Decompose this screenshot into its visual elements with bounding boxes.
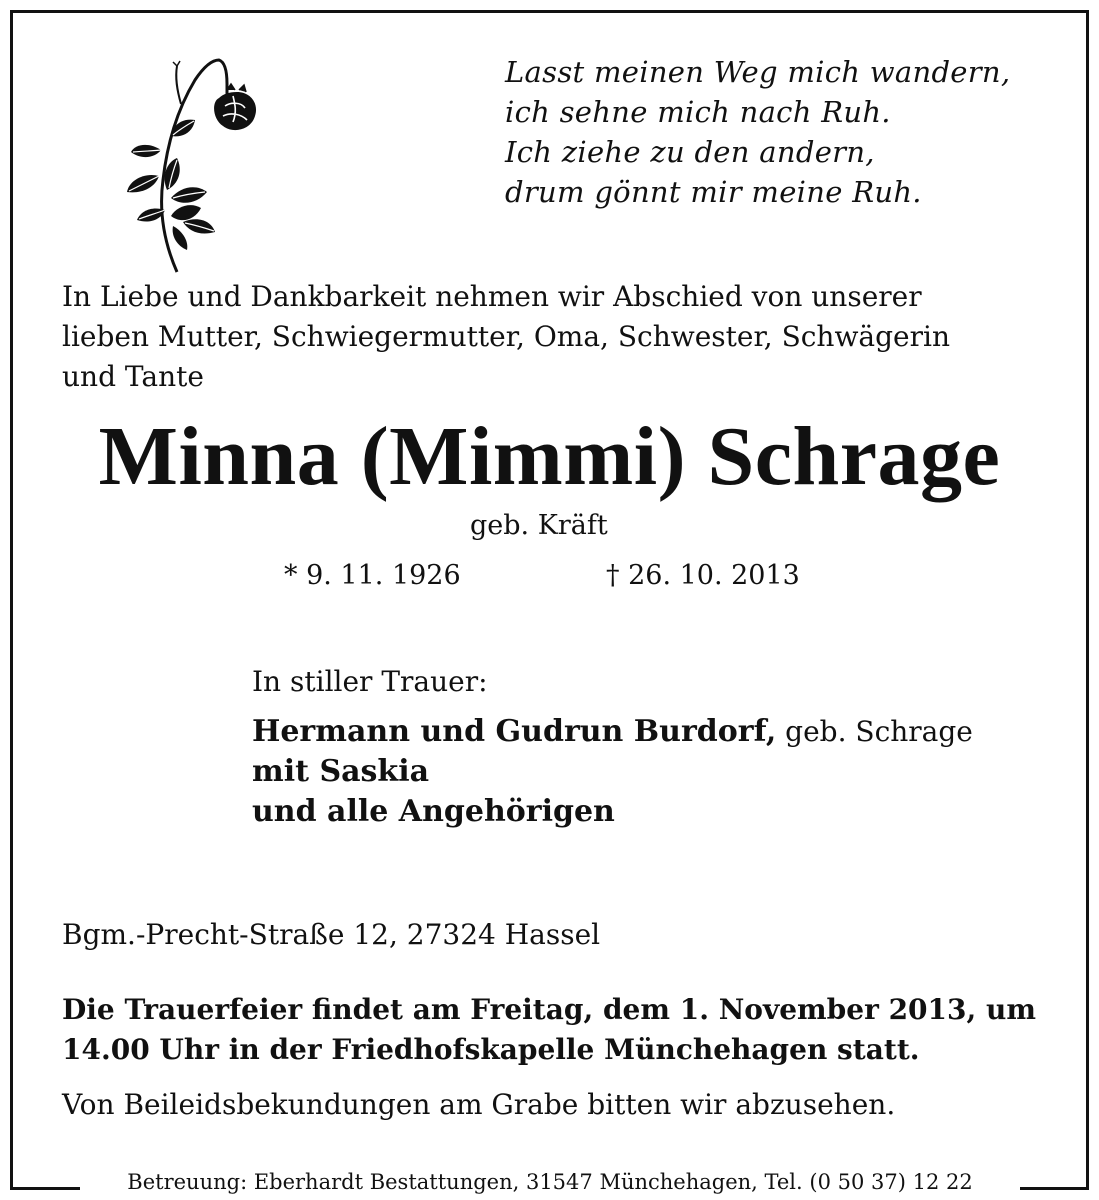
ceremony-line: Die Trauerfeier findet am Freitag, dem 1. November 2013, um — [62, 993, 1036, 1026]
birth-date: * 9. 11. 1926 — [284, 560, 461, 591]
ceremony-info — [62, 990, 1036, 1070]
intro-line: In Liebe und Dankbarkeit nehmen wir Abschied von unserer — [62, 280, 922, 313]
funeral-home-footer: Betreuung: Eberhardt Bestattungen, 31547 Münchehagen, Tel. (0 50 37) 12 22 — [80, 1165, 1020, 1199]
address: Bgm.-Precht-Straße 12, 27324 Hassel — [62, 918, 601, 951]
ceremony-line: 14.00 Uhr in der Friedhofskapelle Münchehagen statt. — [62, 1033, 920, 1066]
poem-line: Ich ziehe zu den andern, — [505, 135, 875, 169]
intro-text — [62, 277, 1052, 397]
mourner-line — [252, 712, 973, 752]
mourners-heading: In stiller Trauer: — [252, 665, 488, 698]
condolence-note: Von Beileidsbekundungen am Grabe bitten wir abzusehen. — [62, 1088, 896, 1121]
intro-line: lieben Mutter, Schwiegermutter, Oma, Schwester, Schwägerin — [62, 320, 950, 353]
maiden-name: geb. Kräft — [470, 510, 608, 541]
poem — [505, 52, 1010, 212]
mourner-line: und alle Angehörigen — [252, 794, 615, 829]
mourners-list — [252, 712, 973, 832]
deceased-name: Minna (Mimmi) Schrage — [98, 410, 1001, 503]
intro-line: und Tante — [62, 360, 204, 393]
poem-line: Lasst meinen Weg mich wandern, — [505, 55, 1011, 89]
death-date: † 26. 10. 2013 — [606, 560, 800, 591]
mourner-line: mit Saskia — [252, 754, 430, 789]
mourner-maiden-name: geb. Schrage — [776, 715, 973, 748]
rose-illustration — [115, 50, 275, 275]
poem-line: ich sehne mich nach Ruh. — [505, 95, 891, 129]
mourner-names: Hermann und Gudrun Burdorf, — [252, 714, 777, 749]
poem-line: drum gönnt mir meine Ruh. — [505, 175, 922, 209]
